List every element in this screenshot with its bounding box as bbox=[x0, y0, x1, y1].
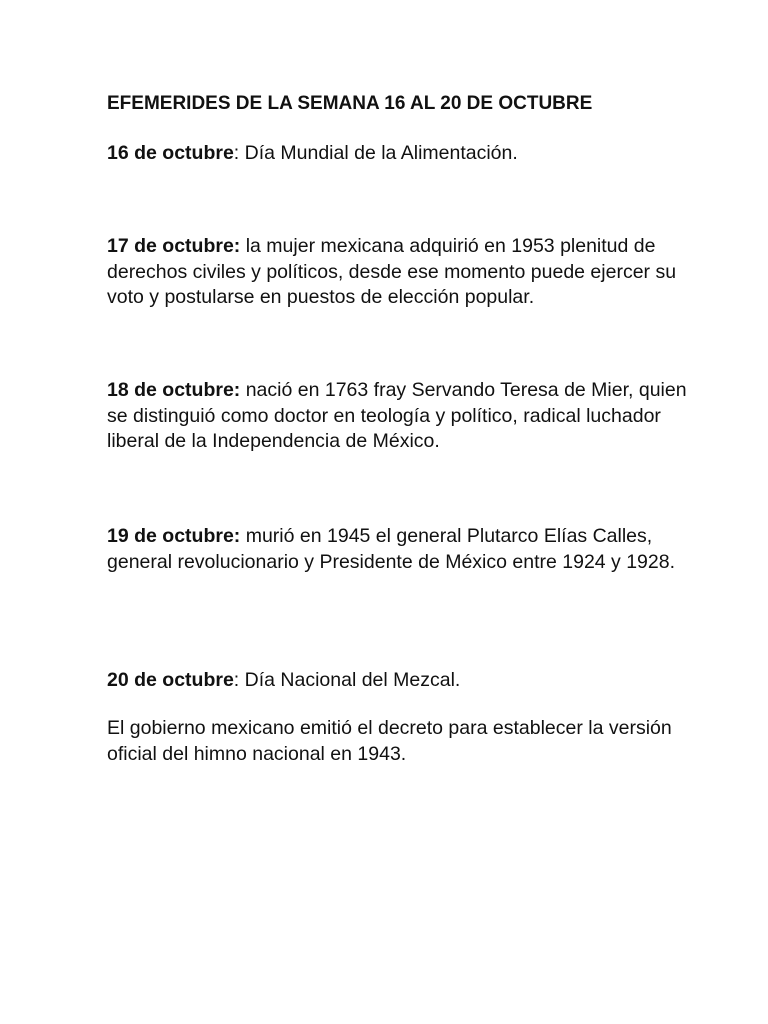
entry-date-label: 17 de octubre bbox=[107, 235, 234, 257]
entry-date bbox=[107, 525, 240, 547]
entry-text: la mujer mexicana adquirió en 1953 plenitud de derechos civiles y políticos, desde ese momento puede ejercer su voto y postularse en puestos de elección popular. bbox=[107, 235, 677, 308]
entry-18-october bbox=[107, 378, 687, 455]
entry-20-october bbox=[107, 668, 687, 694]
entry-separator: : bbox=[233, 379, 241, 401]
entry-separator: : bbox=[233, 525, 241, 547]
entry-text: Día Mundial de la Alimentación. bbox=[239, 142, 518, 164]
entry-separator: : bbox=[233, 142, 240, 164]
entry-17-october bbox=[107, 234, 687, 311]
closing-note: El gobierno mexicano emitió el decreto para establecer la versión oficial del himno nacional en 1943. bbox=[107, 717, 672, 765]
entry-16-october bbox=[107, 141, 687, 167]
entry-text: Día Nacional del Mezcal. bbox=[239, 669, 461, 691]
entry-19-october bbox=[107, 524, 687, 575]
entry-date-label: 18 de octubre bbox=[107, 379, 234, 401]
entry-date bbox=[107, 379, 240, 401]
entry-date bbox=[107, 235, 240, 257]
entry-text: nació en 1763 fray Servando Teresa de Mier, quien se distinguió como doctor en teología y político, radical luchador liberal de la Independencia de México. bbox=[107, 379, 687, 452]
entry-separator: : bbox=[233, 235, 241, 257]
entry-date-label: 19 de octubre bbox=[107, 525, 234, 547]
entry-separator: : bbox=[233, 669, 240, 691]
entry-date: 20 de octubre bbox=[107, 669, 234, 691]
entry-text: murió en 1945 el general Plutarco Elías Calles, general revolucionario y Presidente de México entre 1924 y 1928. bbox=[107, 525, 676, 573]
entry-date: 16 de octubre bbox=[107, 142, 234, 164]
document-title: EFEMERIDES DE LA SEMANA 16 AL 20 DE OCTUBRE bbox=[107, 93, 593, 114]
